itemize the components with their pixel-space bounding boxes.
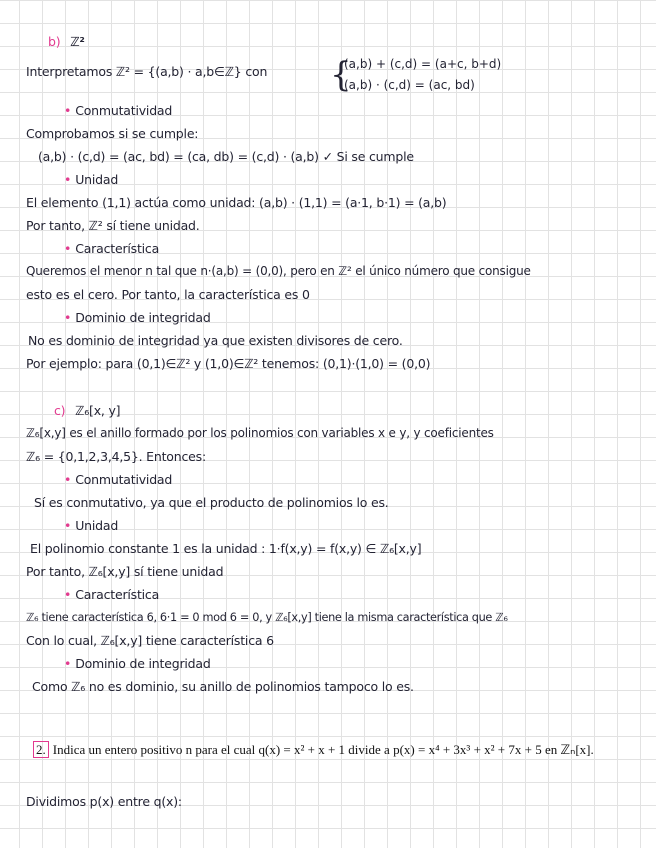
op-prod: (a,b) · (c,d) = (ac, bd) — [344, 78, 475, 92]
char-head-c: • Característica — [64, 587, 159, 602]
domain-line2-b: Por ejemplo: para (0,1)∈ℤ² y (1,0)∈ℤ² tenemos: (0,1)·(1,0) = (0,0) — [26, 356, 431, 371]
unit-line2-c: Por tanto, ℤ₆[x,y] sí tiene unidad — [26, 564, 224, 579]
problem-text: Indica un entero positivo n para el cual q(x) = x² + x + 1 divide a p(x) = x⁴ + 3x³ + x² + 7x + 5 en ℤₙ[x]. — [52, 742, 594, 757]
domain-head-b: • Dominio de integridad — [64, 310, 211, 325]
section-b-ring: ℤ² — [70, 34, 85, 49]
section-c-title — [54, 403, 120, 418]
interp-text: Interpretamos ℤ² = {(a,b) · a,b∈ℤ} con — [26, 64, 268, 79]
unit-head-c: • Unidad — [64, 518, 118, 533]
unit-line1-c: El polinomio constante 1 es la unidad : 1·f(x,y) = f(x,y) ∈ ℤ₆[x,y] — [30, 541, 422, 556]
intro-line1-c: ℤ₆[x,y] es el anillo formado por los polinomios con variables x e y, y coeficientes — [26, 426, 494, 440]
commut-check-b: Comprobamos si se cumple: — [26, 126, 199, 141]
brace-icon: { — [330, 55, 352, 95]
closing-line: Dividimos p(x) entre q(x): — [26, 794, 182, 809]
commut-line-c: Sí es conmutativo, ya que el producto de polinomios lo es. — [34, 495, 389, 510]
char-head-b: • Característica — [64, 241, 159, 256]
intro-line2-c: ℤ₆ = {0,1,2,3,4,5}. Entonces: — [26, 449, 206, 464]
commut-eq-b: (a,b) · (c,d) = (ac, bd) = (ca, db) = (c,d) · (a,b) ✓ Si se cumple — [38, 149, 414, 164]
commut-head-b: • Conmutatividad — [64, 103, 172, 118]
section-c-letter: c) — [54, 403, 66, 418]
op-sum: (a,b) + (c,d) = (a+c, b+d) — [344, 57, 502, 71]
section-c-ring: ℤ₆[x, y] — [75, 403, 121, 418]
domain-line-c: Como ℤ₆ no es dominio, su anillo de polinomios tampoco lo es. — [32, 679, 414, 694]
char-line1-b: Queremos el menor n tal que n·(a,b) = (0,0), pero en ℤ² el único número que consigue — [26, 264, 531, 278]
problem-number: 2. — [33, 741, 49, 758]
unit-line1-b: El elemento (1,1) actúa como unidad: (a,b) · (1,1) = (a·1, b·1) = (a,b) — [26, 195, 447, 210]
commut-head-c: • Conmutatividad — [64, 472, 172, 487]
section-b-letter: b) — [48, 34, 61, 49]
problem-statement — [33, 741, 643, 759]
unit-head-b: • Unidad — [64, 172, 118, 187]
char-line2-c: Con lo cual, ℤ₆[x,y] tiene característica 6 — [26, 633, 274, 648]
domain-head-c: • Dominio de integridad — [64, 656, 211, 671]
char-line1-c: ℤ₆ tiene característica 6, 6·1 = 0 mod 6 = 0, y ℤ₆[x,y] tiene la misma característica que ℤ₆ — [26, 611, 508, 624]
unit-line2-b: Por tanto, ℤ² sí tiene unidad. — [26, 218, 200, 233]
section-b-title — [48, 34, 85, 49]
char-line2-b: esto es el cero. Por tanto, la característica es 0 — [26, 287, 310, 302]
domain-line1-b: No es dominio de integridad ya que existen divisores de cero. — [28, 333, 403, 348]
